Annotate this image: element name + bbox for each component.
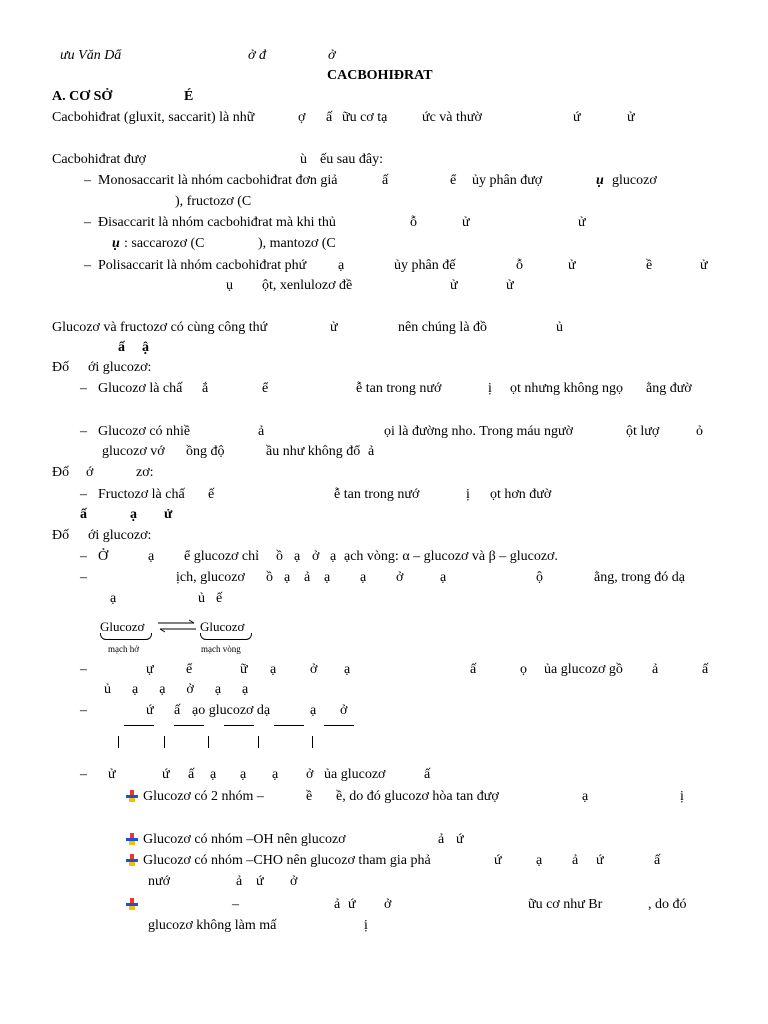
property-fragment: ị: [680, 789, 684, 804]
poly-fragment: ỗ: [516, 258, 523, 273]
struct-fragment: ạ: [272, 767, 279, 782]
section-heading: A. CƠ SỞ: [52, 89, 113, 104]
struct-fragment: ạ: [270, 662, 277, 677]
glucose-fragment: ằng đườ: [646, 381, 692, 396]
fructose-heading: Đố: [52, 465, 70, 480]
list-dash: –: [84, 173, 91, 188]
property-fragment: ứ: [256, 874, 264, 889]
struct-fragment: ạ: [284, 570, 291, 585]
property-fragment: ạ: [536, 853, 543, 868]
glucose-heading-tail: ới glucozơ:: [88, 360, 152, 375]
glucose-fragment: ồng độ: [186, 444, 225, 459]
di-text: Đisaccarit là nhóm cacbohiđrat mà khi thủ: [98, 215, 336, 230]
glucose-fragment: ị: [488, 381, 492, 396]
intro-fragment: ức và thườ: [422, 110, 482, 125]
property-fragment: ề, do đó glucozơ hòa tan đượ: [336, 789, 499, 804]
struct-fragment: ạ: [294, 549, 301, 564]
bullet-icon: [126, 898, 138, 910]
di-line2-tail: ), mantozơ (C: [258, 236, 336, 251]
property-fragment: ả: [334, 897, 341, 912]
brace: [100, 633, 152, 640]
property-fragment: ề: [306, 789, 313, 804]
bullet-icon: [126, 790, 138, 802]
intro-fragment: ử: [627, 110, 635, 125]
struct-fragment: ế: [216, 591, 223, 606]
struct-fragment: ở: [396, 570, 404, 585]
property-fragment: ứ: [348, 897, 356, 912]
property-fragment: ở: [290, 874, 298, 889]
equilibrium-arrows-icon: [156, 619, 198, 633]
header-fragment: ở đ: [248, 48, 266, 63]
struct-fragment: ấ: [702, 662, 709, 677]
intro-fragment: ứ: [573, 110, 581, 125]
struct-fragment: Ở: [98, 549, 109, 564]
property-4-line2: glucozơ không làm mấ: [148, 918, 277, 933]
glucose-prop-2: Glucozơ có nhiề: [98, 424, 191, 439]
mono-fragment: ể: [450, 173, 457, 188]
brace: [200, 633, 252, 640]
struct-fragment: ể glucozơ chỉ: [184, 549, 260, 564]
formula-bond: [274, 724, 304, 726]
property-fragment: ứ: [456, 832, 464, 847]
intro-fragment: ữu cơ tạ: [342, 110, 388, 125]
struct-fragment: ạ: [324, 570, 331, 585]
property-fragment: ấ: [654, 853, 661, 868]
mono-fragment: ủy phân đượ: [472, 173, 543, 188]
fructose-prop-1: Fructozơ là chấ: [98, 487, 185, 502]
struct-fragment: ạ: [110, 591, 117, 606]
poly-fragment: ề: [646, 258, 653, 273]
isomer-fragment: ủ: [556, 320, 563, 335]
author-header: ưu Văn Dẩ: [60, 48, 122, 63]
property-fragment: ả: [572, 853, 579, 868]
struct-fragment: ả: [304, 570, 311, 585]
subheading-fragment: ạ: [130, 507, 137, 522]
list-dash: –: [84, 215, 91, 230]
glucose-fragment: ỏ: [696, 424, 703, 439]
struct-fragment: ứ: [162, 767, 170, 782]
list-dash: –: [80, 662, 87, 677]
intro-text: Cacbohiđrat (gluxit, saccarit) là nhữ: [52, 110, 255, 125]
mono-fragment: ụ: [596, 173, 604, 188]
formula-bond: [118, 736, 119, 748]
struct-fragment: ấ: [174, 703, 181, 718]
subheading-fragment: ử: [164, 507, 173, 522]
struct-fragment: ử: [108, 767, 116, 782]
property-fragment: , do đó: [648, 897, 687, 912]
struct-fragment: ở: [306, 767, 314, 782]
di-line2: : saccarozơ (C: [124, 236, 205, 251]
poly-fragment: ụ: [226, 278, 233, 293]
struct-fragment: ạ: [148, 549, 155, 564]
poly-fragment: ử: [506, 278, 514, 293]
section-heading-fragment: É: [184, 89, 194, 104]
struct-line2: ủ ạ ạ ở ạ ạ: [104, 682, 249, 697]
struct-fragment: ạ: [360, 570, 367, 585]
property-2: Glucozơ có nhóm –OH nên glucozơ: [143, 832, 346, 847]
list-dash: –: [80, 549, 87, 564]
struct-fragment: ạ: [330, 549, 337, 564]
struct-fragment: ạ: [440, 570, 447, 585]
poly-fragment: ử: [568, 258, 576, 273]
mono-fragment: glucozơ: [612, 173, 657, 188]
property-fragment: ị: [364, 918, 368, 933]
glucose-fragment: ột lượ: [626, 424, 660, 439]
subheading-fragment: ậ: [142, 340, 149, 355]
isomer-text: Glucozơ và fructozơ có cùng công thứ: [52, 320, 268, 335]
list-dash: –: [84, 258, 91, 273]
header-fragment: ở: [328, 48, 336, 63]
formula-bond: [174, 724, 204, 726]
di-fragment: ử: [462, 215, 470, 230]
struct-fragment: ồ: [266, 570, 273, 585]
property-4: ữu cơ như Br: [528, 897, 603, 912]
struct-fragment: ạ: [344, 662, 351, 677]
property-fragment: ở: [384, 897, 392, 912]
fructose-fragment: ễ tan trong nướ: [334, 487, 420, 502]
struct-fragment: ự: [146, 662, 154, 677]
poly-fragment: ử: [700, 258, 708, 273]
glucose-fragment: ọt nhưng không ngọ: [510, 381, 623, 396]
di-fragment: ử: [578, 215, 586, 230]
property-fragment: ứ: [494, 853, 502, 868]
mono-fragment: ấ: [382, 173, 389, 188]
mono-text: Monosaccarit là nhóm cacbohiđrat đơn giả: [98, 173, 338, 188]
property-fragment: ạ: [582, 789, 589, 804]
isomer-fragment: ử: [330, 320, 338, 335]
equilibrium-right: Glucozơ: [200, 619, 245, 634]
struct-fragment: ể: [186, 662, 193, 677]
struct-fragment: ủ: [198, 591, 205, 606]
glucose-fragment: ả: [258, 424, 265, 439]
struct-fragment: ọ: [520, 662, 527, 677]
equilibrium-left-label: mạch hở: [108, 644, 139, 654]
fructose-fragment: ị: [466, 487, 470, 502]
subheading-fragment: ấ: [80, 507, 87, 522]
glucose-fragment: ắ: [202, 381, 209, 396]
subheading-fragment: ấ: [118, 340, 125, 355]
list-dash: –: [80, 487, 87, 502]
struct-fragment: ấ: [470, 662, 477, 677]
list-dash: –: [80, 381, 87, 396]
fructose-fragment: ế: [208, 487, 215, 502]
glucose-struct-heading-tail: ới glucozơ:: [88, 528, 152, 543]
isomer-fragment: nên chúng là đồ: [398, 320, 488, 335]
formula-bond: [312, 736, 313, 748]
glucose-heading: Đố: [52, 360, 70, 375]
property-fragment: –: [232, 897, 239, 912]
poly-text: Polisaccarit là nhóm cacbohiđrat phứ: [98, 258, 307, 273]
struct-fragment: ộ: [536, 570, 543, 585]
struct-fragment: ữ: [240, 662, 248, 677]
struct-fragment: ở: [312, 549, 320, 564]
glucose-fragment: ọi là đường nho. Trong máu ngườ: [384, 424, 574, 439]
classify-fragment: ù: [300, 152, 307, 167]
property-fragment: ả: [438, 832, 445, 847]
struct-fragment: ả: [652, 662, 659, 677]
struct-fragment: ấ: [424, 767, 431, 782]
struct-fragment: ạ: [240, 767, 247, 782]
intro-fragment: ấ: [326, 110, 333, 125]
fructose-heading-fragment: ớ: [86, 465, 94, 480]
formula-bond: [324, 724, 354, 726]
document-title: CACBOHIĐRAT: [327, 68, 433, 83]
struct-fragment: ở: [310, 662, 318, 677]
formula-bond: [124, 724, 154, 726]
struct-text: ằng, trong đó dạ: [594, 570, 685, 585]
property-3-line2: nướ: [148, 874, 170, 889]
formula-bond: [208, 736, 209, 748]
poly-line2: ột, xenlulozơ đề: [262, 278, 353, 293]
intro-fragment: ợ: [298, 110, 306, 125]
property-3: Glucozơ có nhóm –CHO nên glucozơ tham gia phả: [143, 853, 431, 868]
glucose-fragment: ễ tan trong nướ: [356, 381, 442, 396]
glucose-fragment: ể: [262, 381, 269, 396]
list-dash: –: [80, 424, 87, 439]
property-fragment: ứ: [596, 853, 604, 868]
struct-text: ạch vòng: α – glucozơ và β – glucozơ.: [344, 549, 558, 564]
struct-fragment: ạ: [210, 767, 217, 782]
struct-text: ủa glucozơ: [324, 767, 386, 782]
classify-fragment: ếu sau đây:: [320, 152, 383, 167]
equilibrium-right-label: mạch vòng: [201, 644, 241, 654]
list-dash: –: [80, 703, 87, 718]
struct-fragment: ạ: [310, 703, 317, 718]
list-dash: –: [80, 767, 87, 782]
glucose-line2: glucozơ vớ: [102, 444, 165, 459]
classify-lead: Cacbohiđrat đượ: [52, 152, 146, 167]
property-fragment: ả: [236, 874, 243, 889]
bullet-icon: [126, 854, 138, 866]
fructose-fragment: ọt hơn đườ: [490, 487, 552, 502]
mono-line2: ), fructozơ (C: [175, 194, 252, 209]
struct-text: ủa glucozơ gồ: [544, 662, 623, 677]
formula-bond: [164, 736, 165, 748]
poly-fragment: ủy phân đế: [394, 258, 456, 273]
struct-fragment: ồ: [276, 549, 283, 564]
poly-fragment: ử: [450, 278, 458, 293]
glucose-prop-1: Glucozơ là chấ: [98, 381, 183, 396]
poly-fragment: ạ: [338, 258, 345, 273]
di-fragment: ỗ: [410, 215, 417, 230]
glucose-fragment: ầu như không đổ: [266, 444, 361, 459]
struct-fragment: ứ: [146, 703, 154, 718]
glucose-fragment: ả: [368, 444, 375, 459]
bullet-icon: [126, 833, 138, 845]
equilibrium-left: Glucozơ: [100, 619, 145, 634]
struct-fragment: ở: [340, 703, 348, 718]
struct-text: ịch, glucozơ: [176, 570, 245, 585]
struct-fragment: ấ: [188, 767, 195, 782]
formula-bond: [258, 736, 259, 748]
property-1: Glucozơ có 2 nhóm –: [143, 789, 264, 804]
list-dash: –: [80, 570, 87, 585]
di-fragment: ụ: [112, 236, 120, 251]
fructose-heading-tail: zơ:: [136, 465, 154, 480]
glucose-struct-heading: Đố: [52, 528, 70, 543]
formula-bond: [224, 724, 254, 726]
struct-text: ạo glucozơ dạ: [192, 703, 271, 718]
